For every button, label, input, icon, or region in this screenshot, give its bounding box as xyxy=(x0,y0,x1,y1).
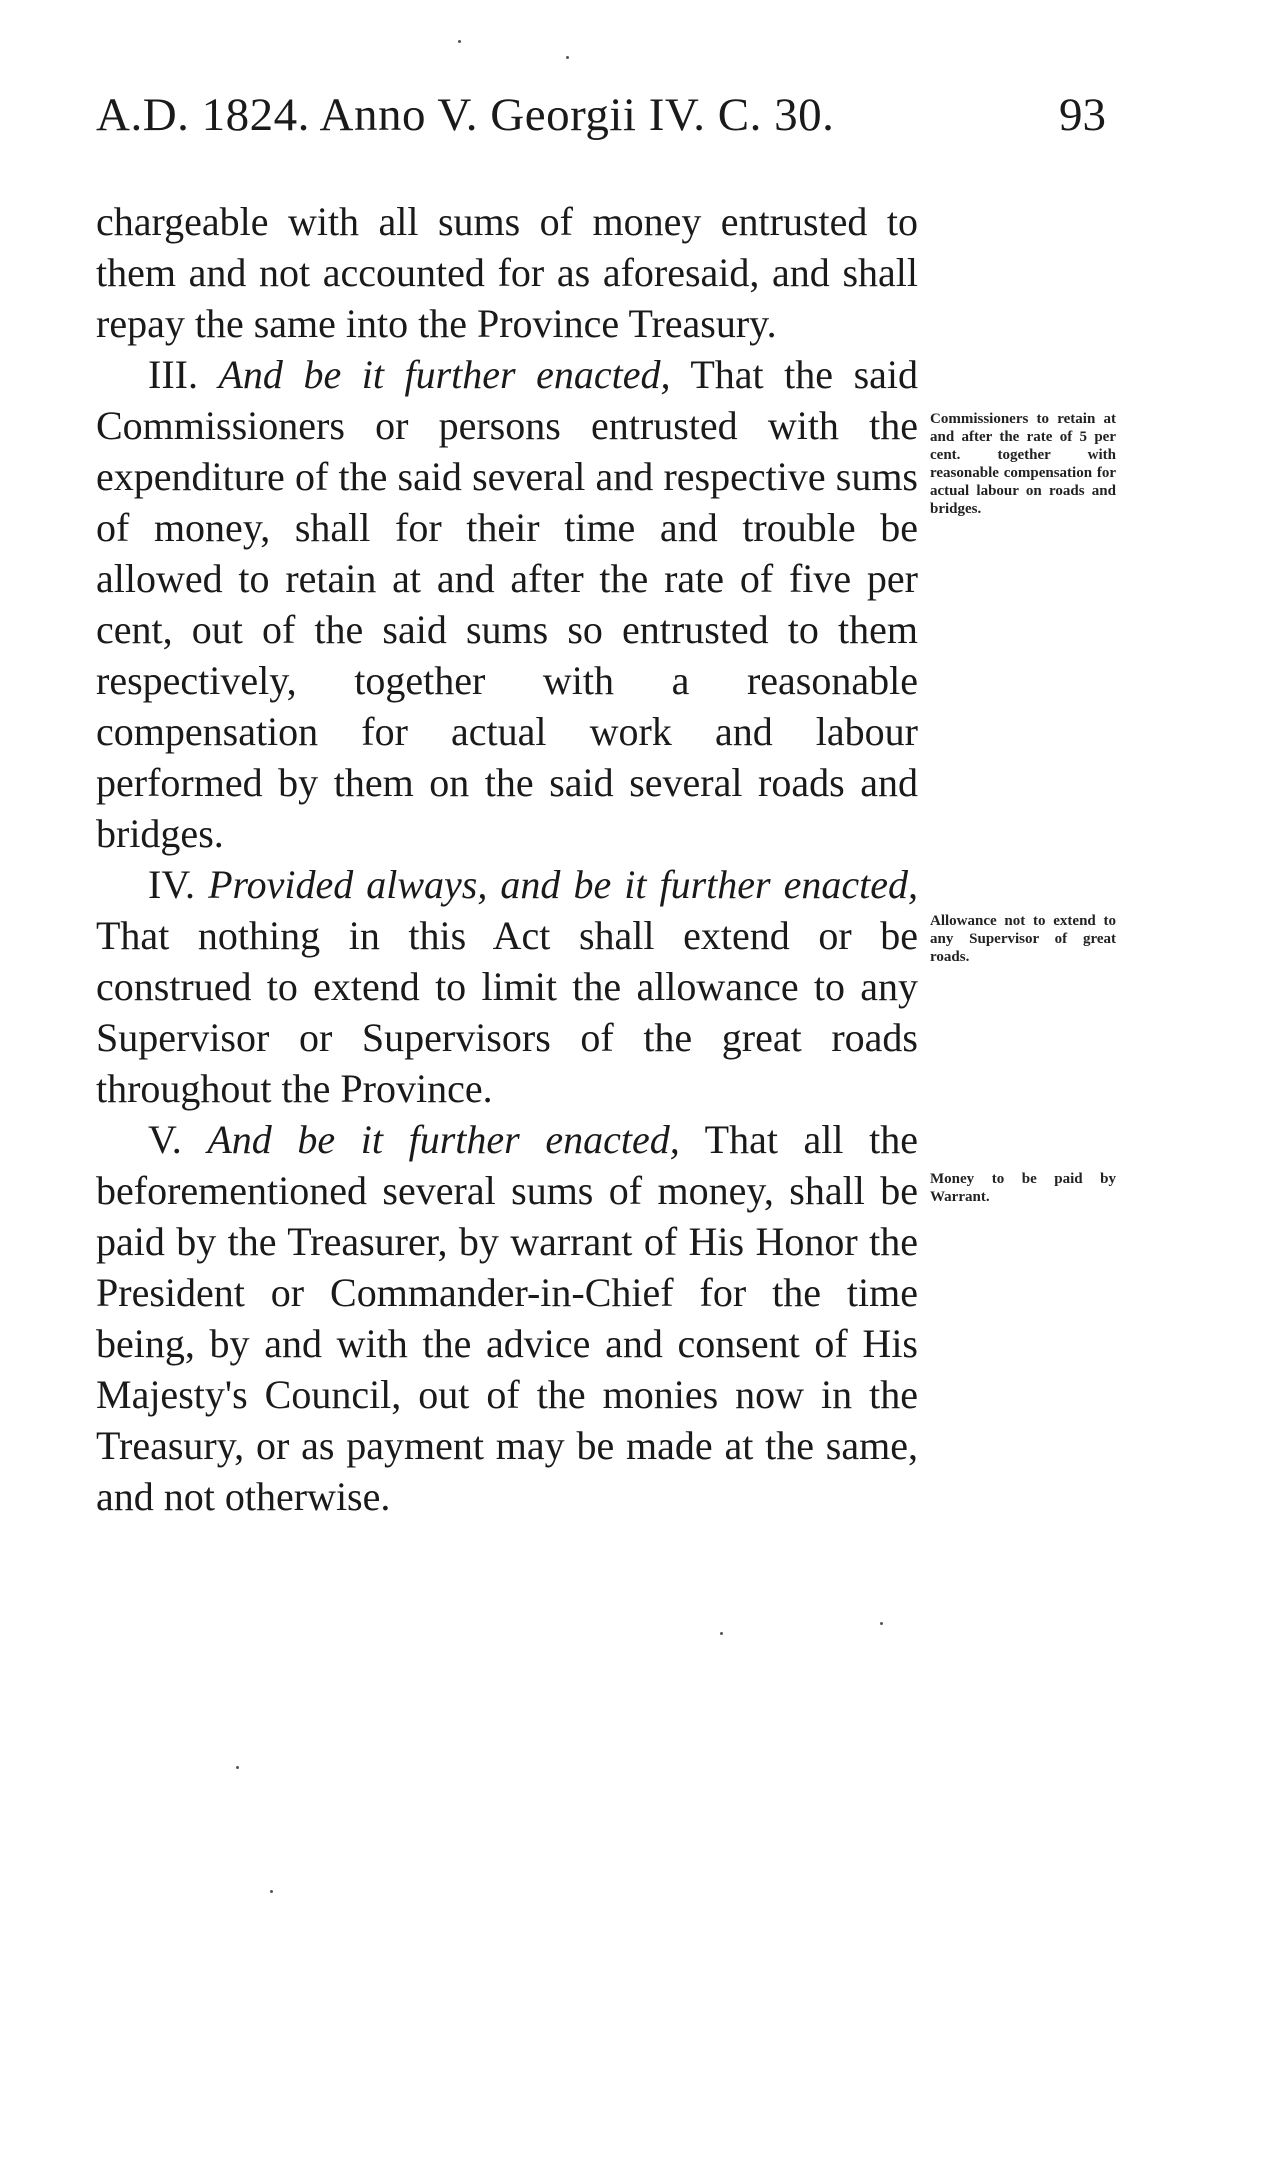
section-number: V. xyxy=(148,1117,182,1162)
print-speck xyxy=(236,1766,239,1769)
page-number: 93 xyxy=(1059,89,1106,141)
section-text: That the said Commissioners or persons entrusted with the expenditure of the said several and respective sums of money, shall for their time and trouble be allowed to retain at and after the rate of five per cent, out of the said sums so entrusted to them respectively, together with a reasonable compensation for actual work and labour performed by them on the said several roads and bridges. xyxy=(96,352,919,856)
section-iii xyxy=(96,349,918,859)
print-speck xyxy=(880,1622,883,1625)
print-speck xyxy=(720,1632,723,1635)
enacting-clause: And be it further enacted, xyxy=(218,352,671,397)
paragraph-continuation xyxy=(96,196,918,349)
print-speck xyxy=(270,1890,273,1893)
margin-note-commissioners: Commissioners to retain at and after the rate of 5 per cent. together with reasonable compensation for actual labour on roads and bridges. xyxy=(930,411,1116,517)
running-head-title: A.D. 1824. Anno V. Georgii IV. C. 30. xyxy=(96,89,835,141)
margin-note-allowance: Allowance not to extend to any Supervisor of great roads. xyxy=(930,913,1116,965)
print-speck xyxy=(566,56,569,59)
enacting-clause: And be it further enacted, xyxy=(207,1117,680,1162)
print-speck xyxy=(458,40,461,43)
section-v xyxy=(96,1114,918,1522)
margin-note-warrant: Money to be paid by Warrant. xyxy=(930,1171,1116,1205)
body-text xyxy=(96,196,918,1522)
running-head xyxy=(96,88,1106,148)
section-text: That nothing in this Act shall extend or be construed to extend to limit the allowance to any Supervisor or Supervisors of the great roads throughout the Province. xyxy=(96,913,918,1111)
enacting-clause: Provided always, and be it further enacted, xyxy=(208,862,918,907)
section-number: III. xyxy=(148,352,198,397)
section-iv xyxy=(96,859,918,1114)
paragraph-text: chargeable with all sums of money entrusted to them and not accounted for as aforesaid, and shall repay the same into the Province Treasury. xyxy=(96,199,918,346)
section-text: That all the beforementioned several sums of money, shall be paid by the Treasurer, by warrant of His Honor the President or Commander-in-Chief for the time being, by and with the advice and consent of His Majesty's Council, out of the monies now in the Treasury, or as payment may be made at the same, and not otherwise. xyxy=(96,1117,919,1519)
section-number: IV. xyxy=(148,862,196,907)
